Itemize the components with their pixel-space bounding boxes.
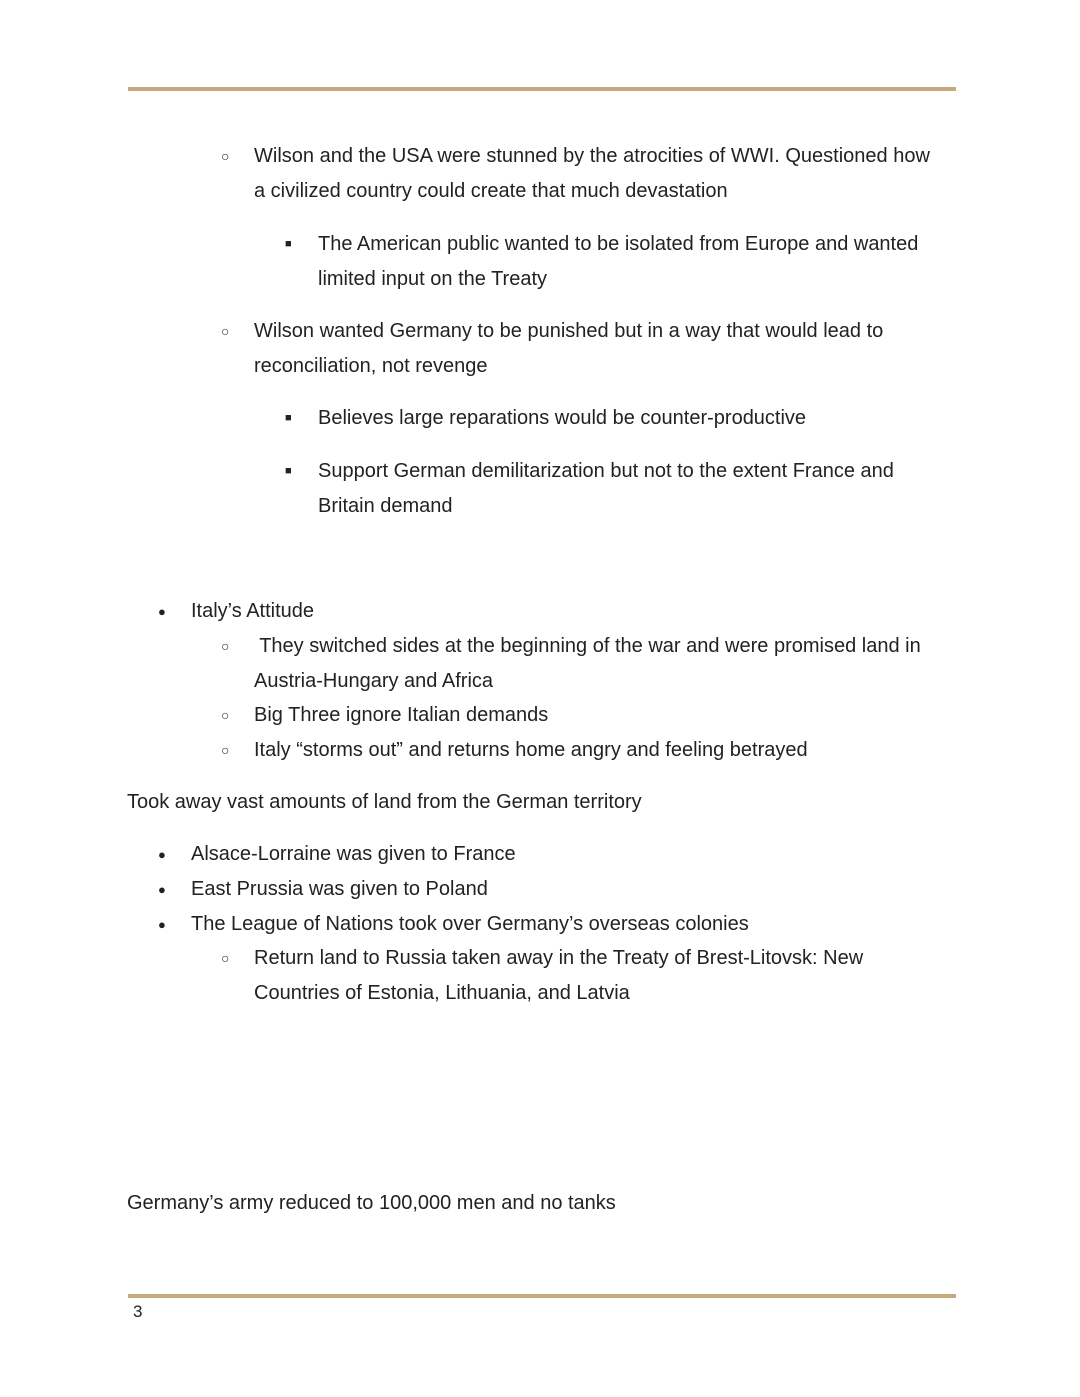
bullet-square: ■ — [285, 412, 292, 424]
bullet-dot: ● — [158, 917, 166, 932]
text-line: Believes large reparations would be counter-productive — [318, 407, 807, 429]
text-line: Countries of Estonia, Lithuania, and Latvia — [254, 982, 630, 1004]
text-line: The League of Nations took over Germany’s overseas colonies — [191, 913, 749, 935]
text-line: reconciliation, not revenge — [254, 355, 488, 377]
bottom-rule — [128, 1294, 956, 1298]
paragraph: Germany’s army reduced to 100,000 men and no tanks — [127, 1192, 616, 1214]
bullet-circle: ○ — [221, 148, 230, 164]
bullet-circle: ○ — [221, 638, 230, 654]
text-line: Britain demand — [318, 495, 453, 517]
bullet-square: ■ — [285, 465, 292, 477]
paragraph: Took away vast amounts of land from the German territory — [127, 791, 642, 813]
text-line: They switched sides at the beginning of the war and were promised land in — [254, 635, 921, 657]
text-line: Big Three ignore Italian demands — [254, 704, 549, 726]
bullet-circle: ○ — [221, 323, 230, 339]
bullet-dot: ● — [158, 604, 166, 619]
text-line: The American public wanted to be isolated from Europe and wanted — [318, 233, 919, 255]
text-line: Return land to Russia taken away in the Treaty of Brest-Litovsk: New — [254, 947, 864, 969]
bullet-dot: ● — [158, 847, 166, 862]
text-line: Support German demilitarization but not to the extent France and — [318, 460, 894, 482]
text-line: Wilson wanted Germany to be punished but in a way that would lead to — [254, 320, 884, 342]
section-heading: Italy’s Attitude — [191, 600, 315, 622]
text-line: limited input on the Treaty — [318, 268, 548, 290]
text-line: East Prussia was given to Poland — [191, 878, 488, 900]
bullet-circle: ○ — [221, 742, 230, 758]
text-line: Austria-Hungary and Africa — [254, 670, 494, 692]
text-line: Wilson and the USA were stunned by the atrocities of WWI. Questioned how — [254, 145, 930, 167]
bullet-square: ■ — [285, 238, 292, 250]
text-line: a civilized country could create that much devastation — [254, 180, 728, 202]
text-line: Italy “storms out” and returns home angry and feeling betrayed — [254, 739, 808, 761]
bullet-dot: ● — [158, 882, 166, 897]
text-line: Alsace-Lorraine was given to France — [191, 843, 516, 865]
bullet-circle: ○ — [221, 950, 230, 966]
page-number: 3 — [133, 1302, 143, 1321]
bullet-circle: ○ — [221, 707, 230, 723]
top-rule — [128, 87, 956, 91]
